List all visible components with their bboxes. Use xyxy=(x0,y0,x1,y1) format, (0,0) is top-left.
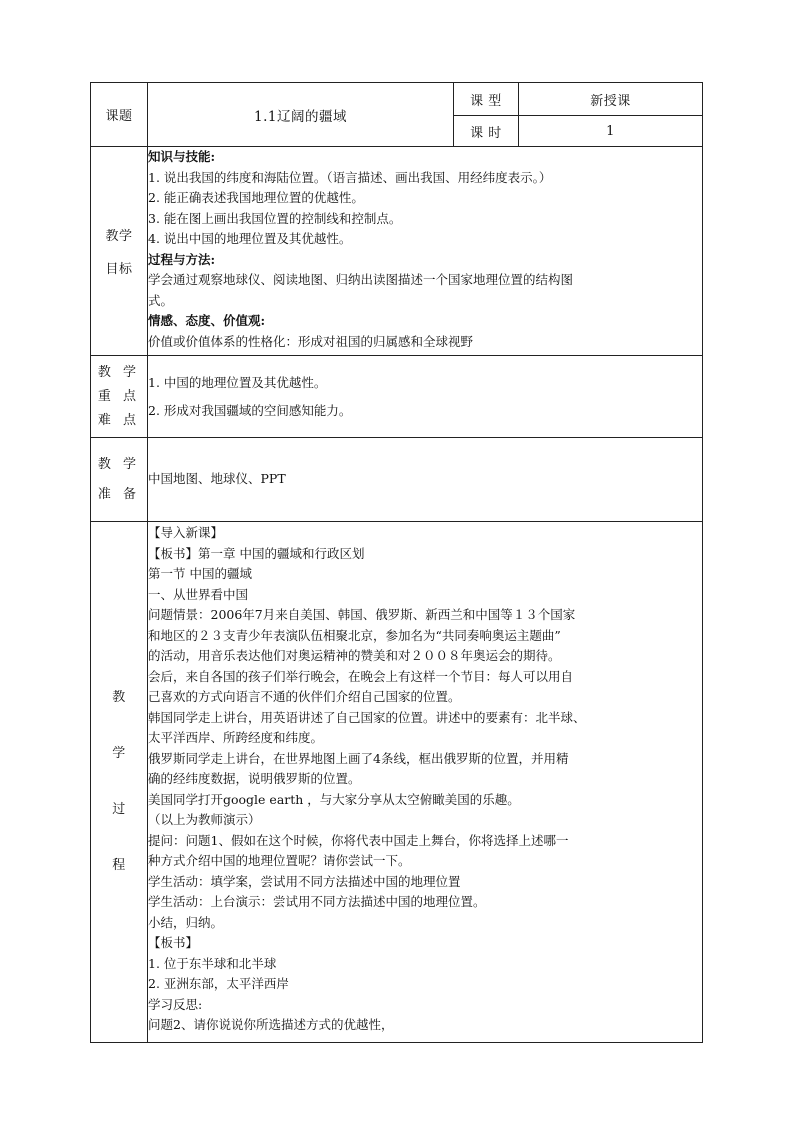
keypoints-label-cell xyxy=(91,356,148,438)
process-line: 第一节 中国的疆域 xyxy=(148,566,252,581)
process-line: （以上为教师演示） xyxy=(148,812,261,827)
goals-line: 1. 说出我国的纬度和海陆位置。（语言描述、画出我国、用经纬度表示。） xyxy=(148,169,552,185)
goals-line: 3. 能在图上画出我国位置的控制线和控制点。 xyxy=(148,210,402,226)
lesson-hours-label: 课 时 xyxy=(454,116,519,147)
lesson-title: 1.1辽阔的疆域 xyxy=(148,83,454,147)
keypoint-item: 1. 中国的地理位置及其优越性。 xyxy=(148,374,327,390)
goals-heading-knowledge: 知识与技能: xyxy=(148,149,216,164)
process-line: 学生活动：填学案，尝试用不同方法描述中国的地理位置 xyxy=(148,873,461,889)
process-line: 问题2、请你说说你所选描述方式的优越性， xyxy=(148,1017,394,1032)
goals-line: 式。 xyxy=(148,292,174,308)
keypoints-label-line: 重 点 xyxy=(97,388,141,404)
keypoints-label-line: 教 学 xyxy=(97,364,141,380)
keypoints-label-line: 难 点 xyxy=(97,412,141,428)
process-line: 俄罗斯同学走上讲台，在世界地图上画了4条线，框出俄罗斯的位置，并用精 xyxy=(148,750,569,766)
goals-heading-attitude: 情感、态度、价值观: xyxy=(148,313,266,328)
process-line: 学生活动：上台演示：尝试用不同方法描述中国的地理位置。 xyxy=(148,894,486,909)
process-line: 太平洋西岸、所跨经度和纬度。 xyxy=(148,730,324,745)
process-line: 【板书】 xyxy=(148,935,199,950)
process-line: 学习反思: xyxy=(148,996,203,1012)
process-line: 的活动，用音乐表达他们对奥运精神的赞美和对２００８年奥运会的期待。 xyxy=(148,648,561,663)
process-line: 【板书】第一章 中国的疆域和行政区划 xyxy=(148,545,365,561)
prep-content xyxy=(148,438,703,522)
process-line: 1. 位于东半球和北半球 xyxy=(148,955,277,971)
process-line: 己喜欢的方式向语言不通的伙伴们介绍自己国家的位置。 xyxy=(148,689,461,704)
process-content xyxy=(148,522,703,1043)
keypoint-item: 2. 形成对我国疆域的空间感知能力。 xyxy=(148,402,352,418)
topic-label: 课题 xyxy=(91,83,148,147)
process-line: 小结，归纳。 xyxy=(148,914,224,930)
process-label-cell xyxy=(91,522,148,1043)
goals-content xyxy=(148,147,703,356)
prep-label-line: 教 学 xyxy=(97,456,141,472)
process-label-char: 程 xyxy=(112,858,126,873)
prep-label-line: 准 备 xyxy=(97,486,141,502)
process-line: 种方式介绍中国的地理位置呢？请你尝试一下。 xyxy=(148,853,411,868)
process-line: 2. 亚洲东部，太平洋西岸 xyxy=(148,976,289,991)
goals-line: 学会通过观察地球仪、阅读地图、归纳出读图描述一个国家地理位置的结构图 xyxy=(148,272,574,287)
process-label-char: 教 xyxy=(112,690,126,705)
process-line: 韩国同学走上讲台，用英语讲述了自己国家的位置。讲述中的要素有：北半球、 xyxy=(148,709,586,725)
goals-label-line2: 目标 xyxy=(105,262,133,277)
process-line: 问题情景：2006年7月来自美国、韩国、俄罗斯、新西兰和中国等１３个国家 xyxy=(148,607,576,622)
process-line: 美国同学打开google earth ，与大家分享从太空俯瞰美国的乐趣。 xyxy=(148,791,520,807)
process-line: 提问：问题1、假如在这个时候，你将代表中国走上舞台，你将选择上述哪一 xyxy=(148,832,569,848)
keypoints-content xyxy=(148,356,703,438)
process-line: 会后，来自各国的孩子们举行晚会，在晚会上有这样一个节目：每人可以用自 xyxy=(148,668,574,684)
prep-label-cell xyxy=(91,438,148,522)
process-line: 确的经纬度数据，说明俄罗斯的位置。 xyxy=(148,771,361,786)
goals-line: 价值或价值体系的性格化：形成对祖国的归属感和全球视野 xyxy=(148,333,474,349)
goals-line: 4. 说出中国的地理位置及其优越性。 xyxy=(148,231,352,246)
goals-label-line1: 教学 xyxy=(105,229,133,244)
prep-text: 中国地图、地球仪、PPT xyxy=(148,471,286,487)
process-label-char: 学 xyxy=(112,746,126,761)
lesson-type-value: 新授课 xyxy=(519,83,703,116)
lesson-type-label: 课 型 xyxy=(454,83,519,116)
goals-line: 2. 能正确表述我国地理位置的优越性。 xyxy=(148,190,364,205)
lesson-hours-value: 1 xyxy=(519,116,703,147)
process-line: 【导入新课】 xyxy=(148,525,224,540)
lesson-plan-table xyxy=(90,82,703,1043)
process-line: 一、从世界看中国 xyxy=(148,586,249,602)
process-label-char: 过 xyxy=(112,802,126,817)
goals-label-cell xyxy=(91,147,148,356)
process-line: 和地区的２３支青少年表演队伍相聚北京，参加名为“共同奏响奥运主题曲” xyxy=(148,627,561,643)
goals-heading-process: 过程与方法: xyxy=(148,251,216,267)
